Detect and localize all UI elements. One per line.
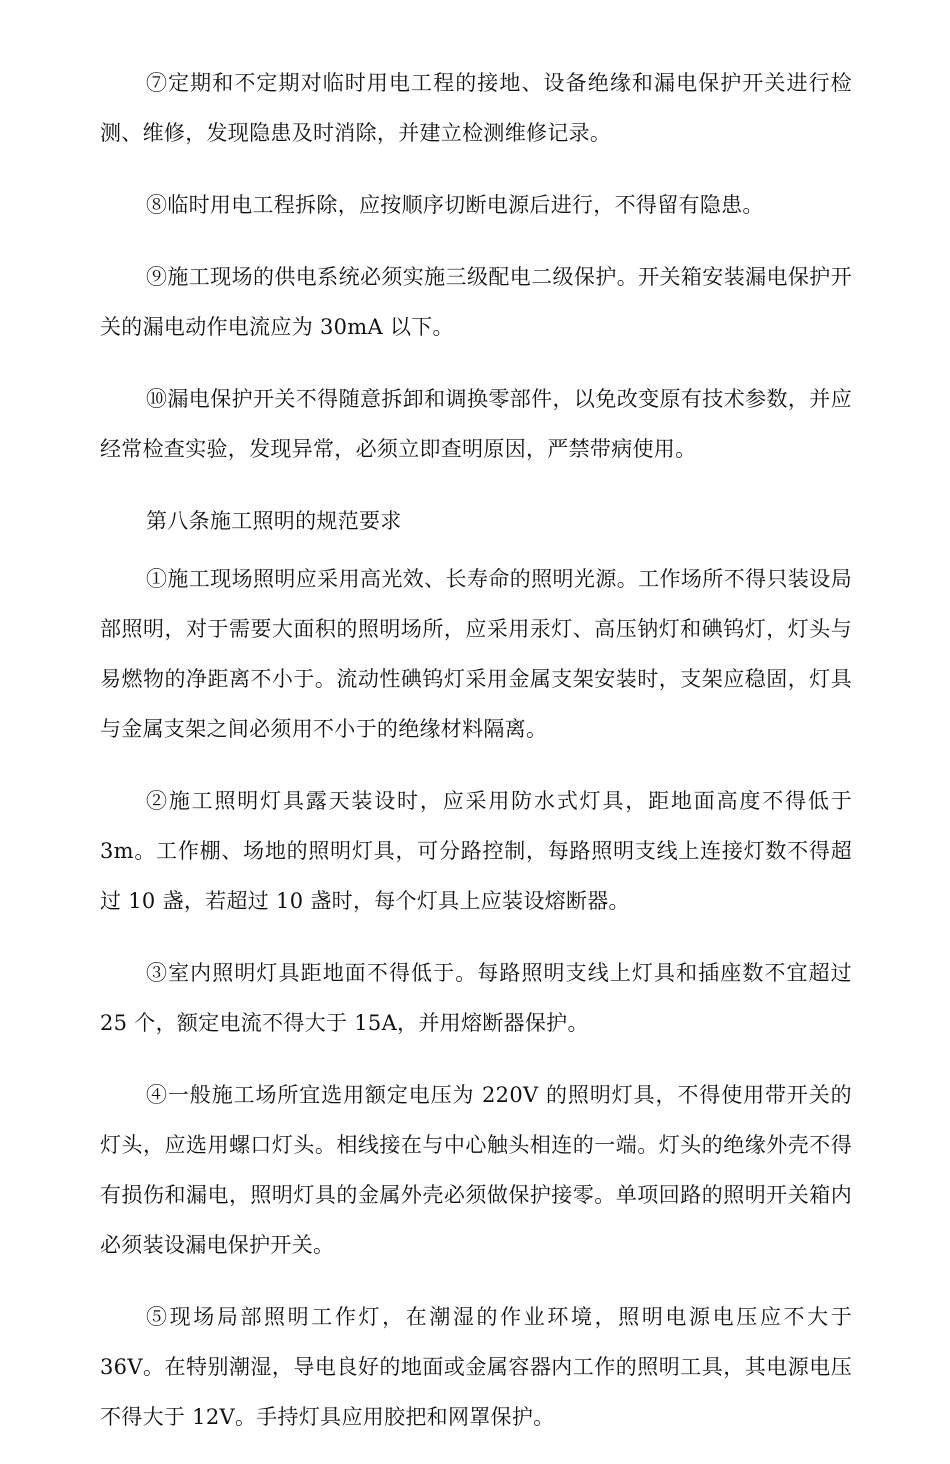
- lighting-rule-1: ①施工现场照明应采用高光效、长寿命的照明光源。工作场所不得只装设局部照明，对于需要大面积的照明场所，应采用汞灯、高压钠灯和碘钨灯，灯头与易燃物的净距离不小于。流动性碘钨灯采用金属支架安装时，支架应稳固，灯具与金属支架之间必须用不小于的绝缘材料隔离。: [100, 567, 852, 741]
- lighting-rule-2: ②施工照明灯具露天装设时，应采用防水式灯具，距地面高度不得低于3m。工作棚、场地的照明灯具，可分路控制，每路照明支线上连接灯数不得超过 10 盏，若超过 10 盏时，每个灯具上应装设熔断器。: [100, 789, 852, 913]
- document-page: [100, 58, 852, 1464]
- section-heading: 第八条施工照明的规范要求: [146, 509, 402, 533]
- paragraph-item-9: ⑨施工现场的供电系统必须实施三级配电二级保护。开关箱安装漏电保护开关的漏电动作电流应为 30mA 以下。: [100, 265, 852, 339]
- paragraph-item-10: ⑩漏电保护开关不得随意拆卸和调换零部件，以免改变原有技术参数，并应经常检查实验，发现异常，必须立即查明原因，严禁带病使用。: [100, 387, 852, 461]
- paragraph-item-8: ⑧临时用电工程拆除，应按顺序切断电源后进行，不得留有隐患。: [146, 193, 764, 217]
- lighting-rule-5: ⑤现场局部照明工作灯，在潮湿的作业环境，照明电源电压应不大于 36V。在特别潮湿，导电良好的地面或金属容器内工作的照明工具，其电源电压不得大于 12V。手持灯具应用胶把和网罩保护。: [100, 1305, 852, 1429]
- lighting-rule-3: ③室内照明灯具距地面不得低于。每路照明支线上灯具和插座数不宜超过 25 个，额定电流不得大于 15A，并用熔断器保护。: [100, 961, 852, 1035]
- lighting-rule-4: ④一般施工场所宜选用额定电压为 220V 的照明灯具，不得使用带开关的灯头，应选用螺口灯头。相线接在与中心触头相连的一端。灯头的绝缘外壳不得有损伤和漏电，照明灯具的金属外壳必须做保护接零。单项回路的照明开关箱内必须装设漏电保护开关。: [100, 1083, 852, 1257]
- paragraph-item-7: ⑦定期和不定期对临时用电工程的接地、设备绝缘和漏电保护开关进行检测、维修，发现隐患及时消除，并建立检测维修记录。: [100, 71, 852, 145]
